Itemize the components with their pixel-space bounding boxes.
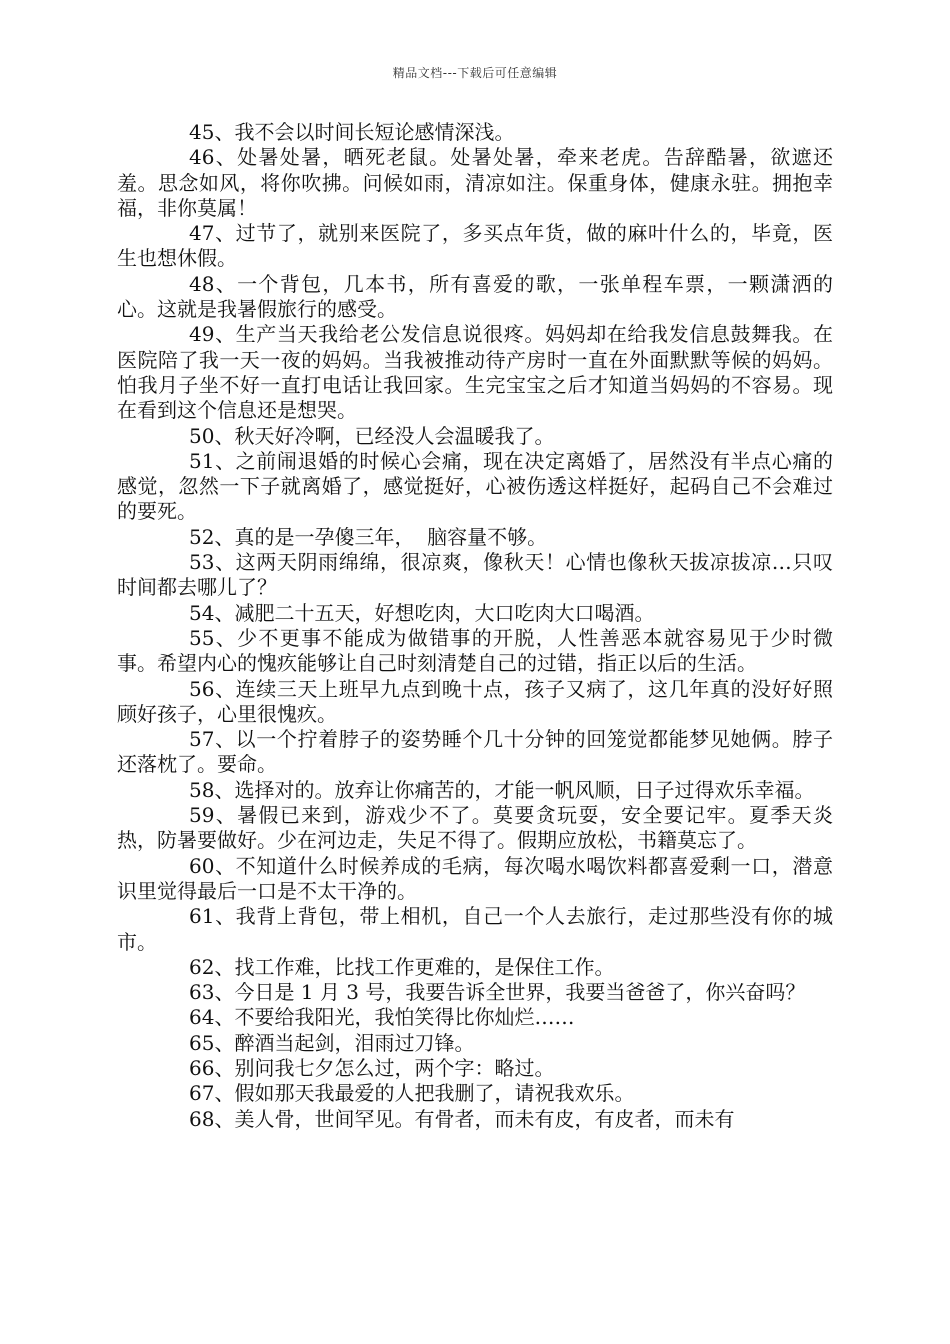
paragraph-61: 61、我背上背包，带上相机，自己一个人去旅行，走过那些没有你的城市。 (117, 904, 833, 954)
page-header: 精品文档---下载后可任意编辑 (392, 66, 558, 80)
paragraph-49: 49、生产当天我给老公发信息说很疼。妈妈却在给我发信息鼓舞我。在医院陪了我一天一夜的妈妈。当我被推动待产房时一直在外面默默等候的妈妈。怕我月子坐不好一直打电话让我回家。生完宝宝之后才知道当妈妈的不容易。现在看到这个信息还是想哭。 (117, 322, 833, 423)
document-body (117, 120, 833, 1132)
paragraph-55: 55、少不更事不能成为做错事的开脱，人性善恶本就容易见于少时微事。希望内心的愧疚能够让自己时刻清楚自己的过错，指正以后的生活。 (117, 625, 833, 676)
paragraph-60: 60、不知道什么时候养成的毛病，每次喝水喝饮料都喜爱剩一口，潜意识里觉得最后一口是不太干净的。 (117, 853, 833, 903)
paragraph-47: 47、过节了，就别来医院了，多买点年货，做的麻叶什么的，毕竟，医生也想休假。 (117, 221, 833, 271)
paragraph-54: 54、减肥二十五天，好想吃肉，大口吃肉大口喝酒。 (189, 600, 655, 625)
paragraph-62: 62、找工作难，比找工作更难的，是保住工作。 (189, 954, 615, 979)
paragraph-57: 57、以一个拧着脖子的姿势睡个几十分钟的回笼觉都能梦见她俩。脖子还落枕了。要命。 (117, 727, 833, 777)
paragraph-56: 56、连续三天上班早九点到晚十点，孩子又病了，这几年真的没好好照顾好孩子，心里很愧疚。 (117, 676, 833, 726)
paragraph-46: 46、处暑处暑，晒死老鼠。处暑处暑，牵来老虎。告辞酷暑，欲遮还羞。思念如风，将你吹拂。问候如雨，清凉如注。保重身体，健康永驻。拥抱幸福，非你莫属！ (117, 145, 833, 220)
paragraph-67: 67、假如那天我最爱的人把我删了，请祝我欢乐。 (189, 1081, 635, 1106)
paragraph-53: 53、这两天阴雨绵绵，很凉爽，像秋天！心情也像秋天拔凉拔凉…只叹时间都去哪儿了？ (117, 550, 833, 600)
paragraph-58: 58、选择对的。放弃让你痛苦的，才能一帆风顺，日子过得欢乐幸福。 (189, 777, 815, 802)
paragraph-50: 50、秋天好冷啊，已经没人会温暖我了。 (189, 423, 555, 448)
paragraph-68: 68、美人骨，世间罕见。有骨者，而未有皮，有皮者，而未有 (189, 1106, 735, 1131)
paragraph-63: 63、今日是 1 月 3 号，我要告诉全世界，我要当爸爸了，你兴奋吗？ (189, 980, 806, 1005)
paragraph-51: 51、之前闹退婚的时候心会痛，现在决定离婚了，居然没有半点心痛的感觉，忽然一下子就离婚了，感觉挺好，心被伤透这样挺好，起码自己不会难过的要死。 (117, 448, 833, 524)
paragraph-48: 48、一个背包，几本书，所有喜爱的歌，一张单程车票，一颗潇洒的心。这就是我暑假旅行的感受。 (117, 271, 833, 322)
paragraph-45: 45、我不会以时间长短论感情深浅。 (189, 120, 515, 144)
paragraph-59: 59、暑假已来到，游戏少不了。莫要贪玩耍，安全要记牢。夏季天炎热，防暑要做好。少在河边走，失足不得了。假期应放松，书籍莫忘了。 (117, 803, 833, 853)
paragraph-66: 66、别问我七夕怎么过，两个字：略过。 (189, 1055, 555, 1080)
paragraph-65: 65、醉酒当起剑，泪雨过刀锋。 (189, 1030, 475, 1055)
paragraph-64: 64、不要给我阳光，我怕笑得比你灿烂…… (189, 1005, 575, 1030)
paragraph-52: 52、真的是一孕傻三年， 脑容量不够。 (189, 524, 548, 549)
